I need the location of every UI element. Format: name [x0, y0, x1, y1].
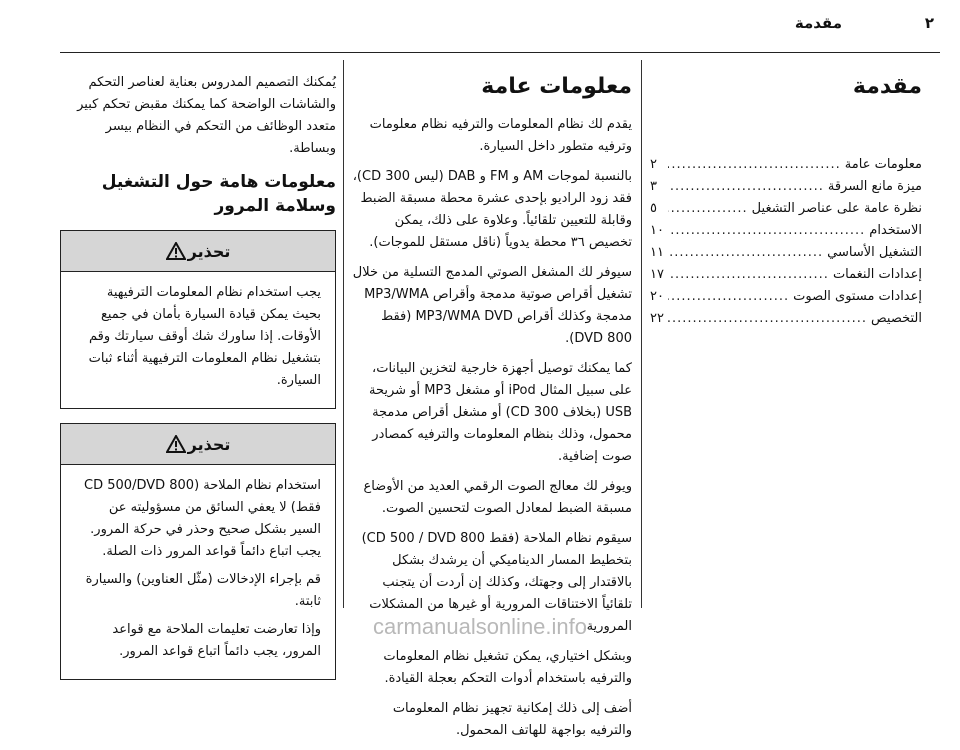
warning-body	[61, 272, 335, 408]
warning-triangle-icon	[166, 435, 186, 453]
toc-entry[interactable]	[650, 286, 922, 308]
general-info-column	[352, 72, 632, 750]
warning-label: تحذير	[187, 434, 231, 454]
warning-triangle-icon	[166, 242, 186, 260]
toc-leader-dots	[668, 242, 823, 264]
body-paragraph: سيقوم نظام الملاحة (فقط CD 500 / DVD 800) بتخطيط المسار الديناميكي أن يرشدك بشكل بالاقتدار إلى وجهتك، وكذلك إن أردت أن يتجنب تلقائياً الاختناقات المرورية أو غيرها من المشكلات المرورية.	[361, 531, 632, 634]
page-number: ٢	[924, 14, 934, 32]
toc-entry-page: ١١	[650, 245, 664, 260]
toc-entry-page: ٥	[650, 201, 657, 216]
header-rule	[60, 52, 940, 53]
warning-header	[61, 424, 335, 465]
toc-entry-page: ٣	[650, 179, 657, 194]
toc-entry-page: ٢٢	[650, 311, 664, 326]
warning-text: وإذا تعارضت تعليمات الملاحة مع قواعد المرور، يجب دائماً اتباع قواعد المرور.	[112, 622, 321, 659]
body-paragraph: ويوفر لك معالج الصوت الرقمي العديد من الأوضاع مسبقة الضبط لمعادل الصوت لتحسين الصوت.	[363, 479, 632, 516]
toc-entry[interactable]	[650, 220, 922, 242]
toc-leader-dots	[668, 154, 841, 176]
warning-box	[60, 230, 336, 409]
toc-entry-title: إعدادات النغمات	[832, 267, 922, 282]
safety-subtitle: معلومات هامة حول التشغيل وسلامة المرور	[101, 172, 336, 216]
safety-column	[60, 72, 336, 694]
controls-intro-paragraph: يُمكنك التصميم المدروس بعناية لعناصر التحكم والشاشات الواضحة كما يمكنك مقبض تحكم كبير متعدد الوظائف من التحكم في النظام بيسر وبساطة.	[77, 75, 336, 156]
toc-entry-title: ميزة مانع السرقة	[827, 179, 922, 194]
warning-header	[61, 231, 335, 272]
toc-entry-page: ٢	[650, 157, 657, 172]
toc-entry-page: ١٠	[650, 223, 664, 238]
toc-entry-title: التشغيل الأساسي	[827, 245, 922, 260]
body-paragraph: بالنسبة لموجات AM و FM و DAB (ليس CD 300)، فقد زود الراديو بإحدى عشرة محطة مسبقة الضبط وقابلة للتعيين تلقائياً. وعلاوة على ذلك، يمكن تخصيص ٣٦ محطة يدوياً (ناقل مستقل للموجات).	[352, 169, 632, 250]
column-divider-right	[641, 60, 642, 608]
toc-entry-title: نظرة عامة على عناصر التشغيل	[751, 201, 922, 216]
watermark: carmanualsonline.info	[372, 614, 588, 639]
body-paragraph: وبشكل اختياري، يمكن تشغيل نظام المعلومات والترفيه باستخدام أدوات التحكم بعجلة القيادة.	[383, 649, 632, 686]
warning-text: يجب استخدام نظام المعلومات الترفيهية بحيث يمكن قيادة السيارة بأمان في جميع الأوقات. إذا ساورك شك أوقف سيارتك وقم بتشغيل نظام المعلومات الترفيهية أثناء ثبات السيارة.	[88, 285, 321, 388]
warning-label: تحذير	[187, 241, 231, 261]
toc-leader-dots	[668, 198, 748, 220]
toc-leader-dots	[668, 220, 865, 242]
toc-leader-dots	[668, 176, 824, 198]
warning-text: استخدام نظام الملاحة (CD 500/DVD 800 فقط) لا يعفي السائق من مسؤوليته عن السير بشكل صحيح وحذر في حركة المرور. يجب اتباع دائماً قواعد المرور ذات الصلة.	[84, 478, 321, 559]
toc-entry[interactable]	[650, 176, 922, 198]
toc-leader-dots	[668, 308, 867, 330]
toc-entry-page: ١٧	[650, 267, 664, 282]
intro-column	[650, 72, 922, 330]
toc-entry[interactable]	[650, 154, 922, 176]
warning-body	[61, 465, 335, 679]
toc-entry[interactable]	[650, 242, 922, 264]
toc-entry[interactable]	[650, 198, 922, 220]
column-divider-left	[343, 60, 344, 608]
toc-entry-title: إعدادات مستوى الصوت	[793, 289, 922, 304]
toc-leader-dots	[668, 286, 789, 308]
toc-entry-title: الاستخدام	[869, 223, 922, 238]
toc-entry-page: ٢٠	[650, 289, 664, 304]
header-title: مقدمة	[794, 14, 842, 32]
toc-entry[interactable]	[650, 264, 922, 286]
intro-title: مقدمة	[852, 74, 922, 99]
table-of-contents	[650, 154, 922, 330]
toc-entry[interactable]	[650, 308, 922, 330]
warning-text: قم بإجراء الإدخالات (مثّل العناوين) والسيارة ثابتة.	[85, 572, 321, 609]
page-header	[0, 0, 960, 42]
body-paragraph: يقدم لك نظام المعلومات والترفيه نظام معلومات وترفيه متطور داخل السيارة.	[369, 117, 632, 154]
toc-leader-dots	[668, 264, 829, 286]
body-paragraph: سيوفر لك المشغل الصوتي المدمج التسلية من خلال تشغيل أقراص صوتية مدمجة وأقراص MP3/WMA مدمجة وكذلك أقراص MP3/WMA DVD (فقط DVD 800).	[352, 265, 632, 346]
toc-entry-title: معلومات عامة	[844, 157, 922, 172]
general-info-title: معلومات عامة	[481, 74, 632, 99]
body-paragraph: كما يمكنك توصيل أجهزة خارجية لتخزين البيانات، على سبيل المثال iPod أو مشغل MP3 أو شريحة USB (بخلاف CD 300) أو مشغل أقراص مدمجة محمول، وذلك بنظام المعلومات والترفيه كمصادر صوت إضافية.	[369, 361, 632, 464]
toc-entry-title: التخصيص	[870, 311, 922, 326]
body-paragraph: أضف إلى ذلك إمكانية تجهيز نظام المعلومات والترفيه بواجهة للهاتف المحمول.	[392, 701, 632, 738]
